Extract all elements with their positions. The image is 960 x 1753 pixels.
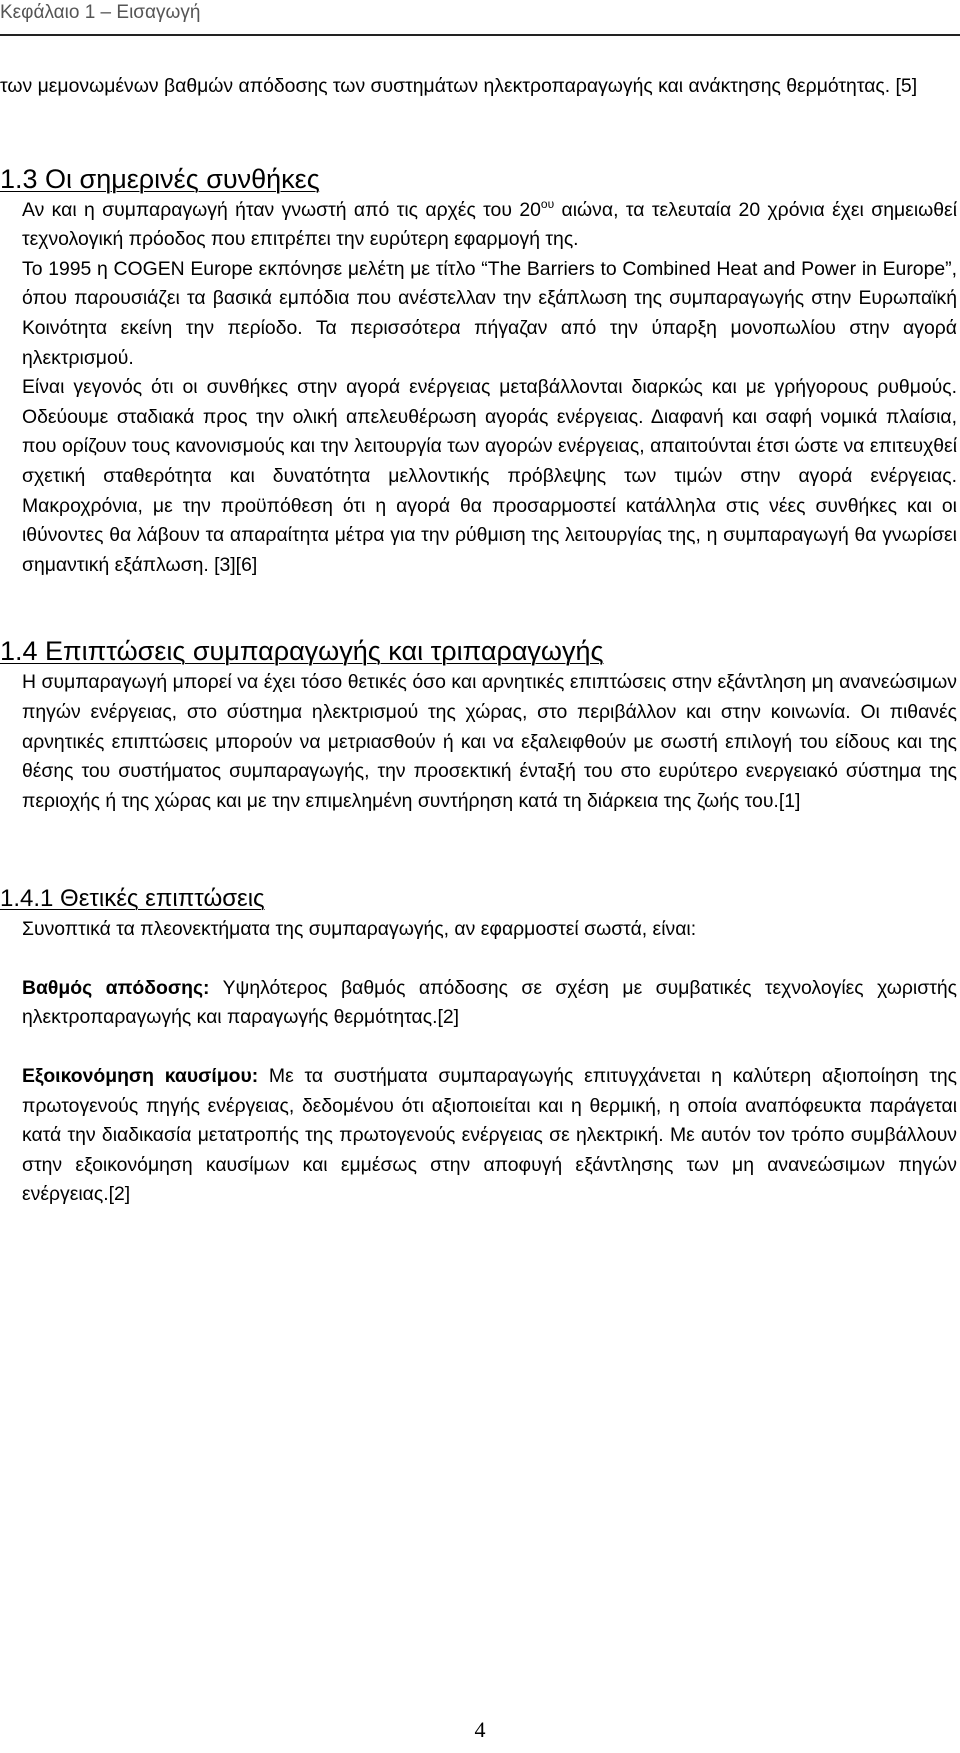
advantage-text: Υψηλότερος βαθμός απόδοσης σε σχέση με συμβατικές τεχνολογίες χωριστής ηλεκτροπαραγωγής και παραγωγής θερμότητας.[2] [22,976,957,1029]
spacer [0,580,957,634]
intro-paragraph: των μεμονωμένων βαθμών απόδοσης των συστημάτων ηλεκτροπαραγωγής και ανάκτησης θερμότητας. [5] [0,75,918,97]
section-heading-1-4: 1.4 Επιπτώσεις συμπαραγωγής και τριπαραγωγής [0,636,604,667]
subsection-heading-1-4-1: 1.4.1 Θετικές επιπτώσεις [0,885,265,913]
text-run: Αν και η συμπαραγωγή ήταν γνωστή από τις αρχές του 20 [22,198,541,221]
page-number: 4 [474,1717,486,1742]
advantage-label: Βαθμός απόδοσης: [22,976,210,999]
spacer [0,1033,957,1062]
section-1-4-paragraph: Η συμπαραγωγή μπορεί να έχει τόσο θετικές όσο και αρνητικές επιπτώσεις στην εξάντληση μη ανανεώσιμων πηγών ενέργειας, στο σύστημα ηλεκτρισμού της χώρας, στο περιβάλλον και στην κοινωνία. Οι πιθανές αρνητικές επιπτώσεις μπορούν να μετριασθούν ή και να εξαλειφθούν με σωστή επιλογή του είδους και της θέσης του συστήματος συμπαραγωγής, την προσεκτική ένταξή του στο ευρύτερο ενεργειακό σύστημα της περιοχής ή της χώρας και με την επιμελημένη συντήρηση κατά τη διάρκεια της ζωής του.[1] [22,671,957,812]
section-1-3-paragraph-1 [0,196,957,255]
advantage-item [0,974,957,1033]
superscript: ου [540,196,555,211]
subsection-intro: Συνοπτικά τα πλεονεκτήματα της συμπαραγωγής, αν εφαρμοστεί σωστά, είναι: [22,918,697,941]
header-divider [0,34,960,36]
section-1-3-paragraph-3: Είναι γεγονός ότι οι συνθήκες στην αγορά ενέργειας μεταβάλλονται διαρκώς και με γρήγορους ρυθμούς. Οδεύουμε σταδιακά προς την ολική απελευθέρωση αγοράς ενέργειας. Διαφανή και σαφή νομικά πλαίσια, που ορίζουν τους κανονισμούς και την λειτουργία των αγορών ενέργειας, απαιτούνται έτσι ώστε να επιτευχθεί σχετική σταθερότητα και δυνατότητα μελλοντικής πρόβλεψης των τιμών στην αγορά ενέργειας. Μακροχρόνια, με την προϋπόθεση ότι η αγορά θα προσαρμοστεί κατάλληλα στις νέες συνθήκες και οι ιθύνοντες θα λάβουν τα απαραίτητα μέτρα για την ρύθμιση της λειτουργίας της, η συμπαραγωγή θα γνωρίσει σημαντική εξάπλωση. [3][6] [22,376,957,576]
spacer [0,816,957,883]
section-heading-1-3: 1.3 Οι σημερινές συνθήκες [0,163,320,194]
advantage-label: Εξοικονόμηση καυσίμου: [22,1065,259,1088]
section-1-3-paragraph-2: Το 1995 η COGEN Europe εκπόνησε μελέτη με τίτλο “The Barriers to Combined Heat and Power in Europe”, όπου παρουσιάζει τα βασικά εμπόδια που ανέστελλαν την εξάπλωση της συμπαραγωγής στην Ευρωπαϊκή Κοινότητα εκείνη την περίοδο. Τα περισσότερα πήγαζαν από την ύπαρξη μονοπωλίου στην αγορά ηλεκτρισμού. [22,257,957,369]
running-header: Κεφάλαιο 1 – Εισαγωγή [0,2,201,23]
document-body [0,72,957,1210]
advantage-item [0,1062,957,1210]
advantage-text: Με τα συστήματα συμπαραγωγής επιτυγχάνεται η καλύτερη αξιοποίηση της πρωτογενούς πηγής ενέργειας, δεδομένου ότι αξιοποιείται και η θερμική, η οποία αναπόφευκτα παράγεται κατά την διαδικασία μετατροπής της πρωτογενούς ενέργειας σε ηλεκτρική. Με αυτόν τον τρόπο συμβάλλουν στην εξοικονόμηση καυσίμων και εμμέσως στην αποφυγή εξάντλησης των μη ανανεώσιμων πηγών ενέργειας.[2] [22,1065,957,1206]
spacer [0,102,957,162]
spacer [0,945,957,974]
text-run: αιώνα, τα τελευταία 20 χρόνια έχει σημειωθεί τεχνολογική πρόοδος που επιτρέπει την ευρύτερη εφαρμογή της. [22,198,957,251]
